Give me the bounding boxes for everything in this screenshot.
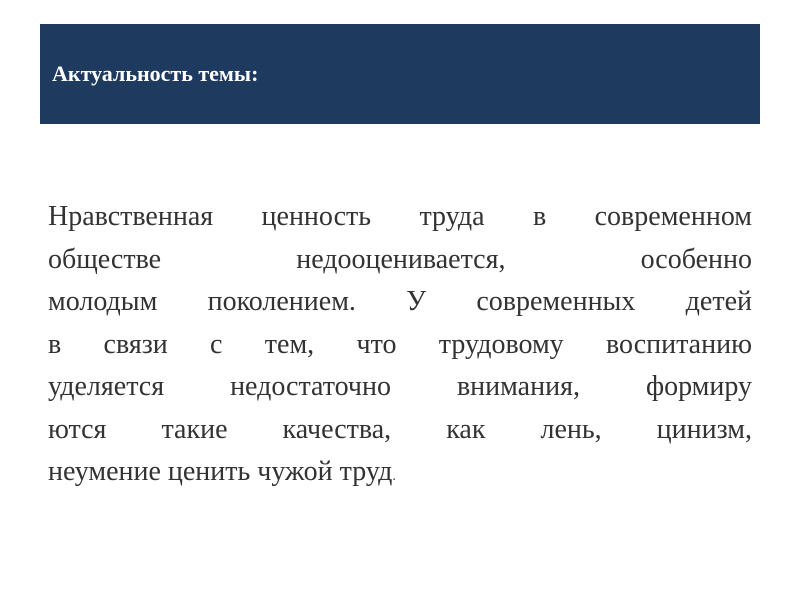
body-line-4: в связи с тем, что трудовому воспитанию <box>48 328 752 360</box>
body-paragraph <box>48 196 752 494</box>
body-line-1: Нравственная ценность труда в современном <box>48 201 752 232</box>
body-line-7 <box>48 451 752 494</box>
body-line-7-text: неумение ценить чужой труд <box>48 456 393 487</box>
final-period: . <box>392 469 396 484</box>
slide-title: Актуальность темы: <box>52 61 259 86</box>
body-line-2: обществе недооценивается, особенно <box>48 243 752 275</box>
title-band <box>40 24 760 124</box>
body-line-3: молодым поколением. У современных детей <box>48 286 752 317</box>
body-line-6: ются такие качества, как лень, цинизм, <box>48 413 752 445</box>
body-line-5: уделяется недостаточно внимания, формиру <box>48 371 752 402</box>
